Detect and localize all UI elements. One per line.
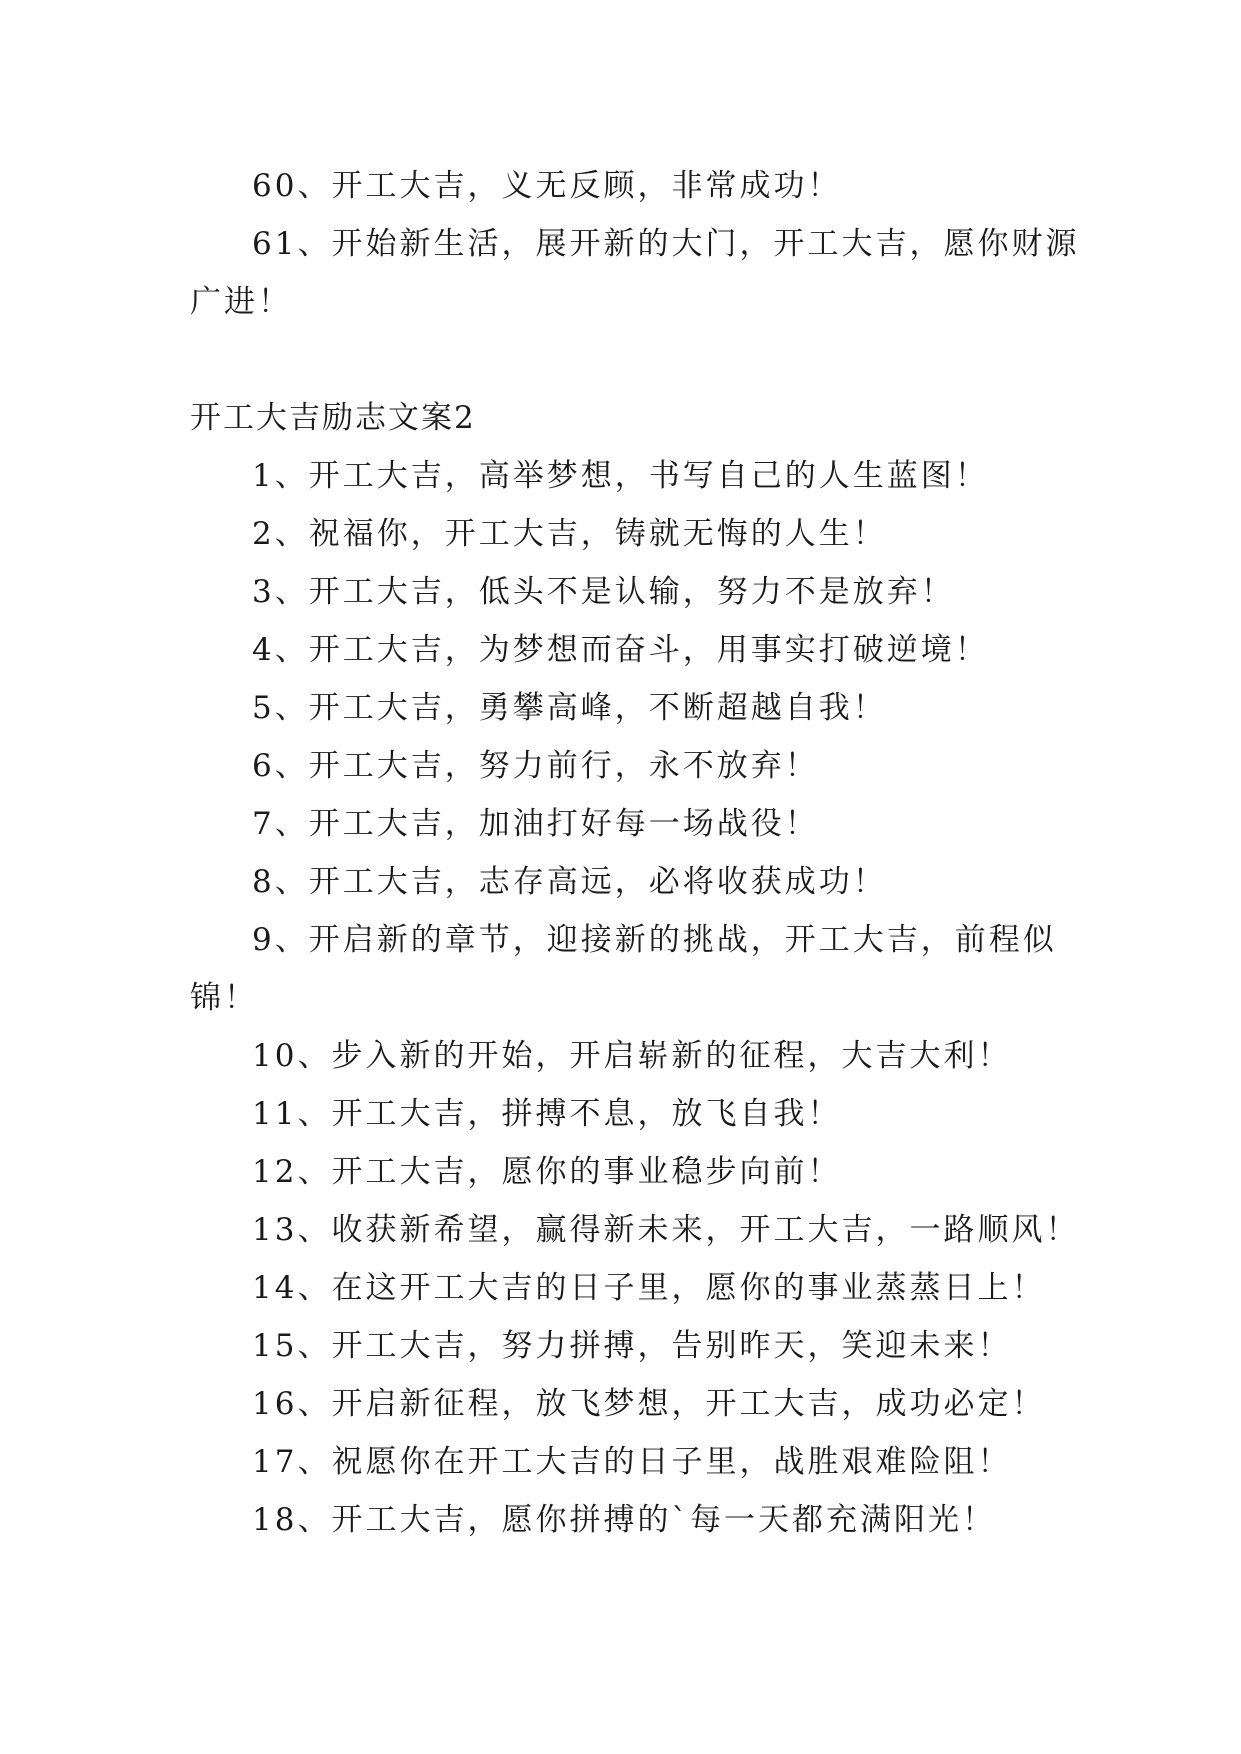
- text-line: 广进！: [190, 284, 292, 320]
- list-item: 12、开工大吉，愿你的事业稳步向前！: [252, 1154, 842, 1190]
- list-item: 14、在这开工大吉的日子里，愿你的事业蒸蒸日上！: [252, 1270, 1046, 1306]
- list-item: 7、开工大吉，加油打好每一场战役！: [252, 806, 819, 842]
- list-item: 1、开工大吉，高举梦想，书写自己的人生蓝图！: [252, 458, 989, 494]
- list-item: 9、开启新的章节，迎接新的挑战，开工大吉，前程似: [252, 922, 1057, 958]
- text-line: 60、开工大吉，义无反顾，非常成功！: [252, 168, 842, 204]
- list-item: 13、收获新希望，赢得新未来，开工大吉，一路顺风！: [252, 1212, 1080, 1248]
- list-item: 15、开工大吉，努力拼搏，告别昨天，笑迎未来！: [252, 1328, 1012, 1364]
- list-item-continuation: 锦！: [190, 980, 258, 1016]
- list-item: 2、祝福你，开工大吉，铸就无悔的人生！: [252, 516, 887, 552]
- list-item: 18、开工大吉，愿你拼搏的`每一天都充满阳光！: [252, 1502, 996, 1538]
- list-item: 6、开工大吉，努力前行，永不放弃！: [252, 748, 819, 784]
- list-item: 3、开工大吉，低头不是认输，努力不是放弃！: [252, 574, 955, 610]
- list-item: 11、开工大吉，拼搏不息，放飞自我！: [252, 1096, 842, 1132]
- section-heading: 开工大吉励志文案2: [190, 400, 476, 436]
- list-item: 5、开工大吉，勇攀高峰，不断超越自我！: [252, 690, 887, 726]
- list-item: 4、开工大吉，为梦想而奋斗，用事实打破逆境！: [252, 632, 989, 668]
- list-item: 16、开启新征程，放飞梦想，开工大吉，成功必定！: [252, 1386, 1046, 1422]
- text-line: 61、开始新生活，展开新的大门，开工大吉，愿你财源: [252, 226, 1080, 262]
- list-item: 17、祝愿你在开工大吉的日子里，战胜艰难险阻！: [252, 1444, 1012, 1480]
- list-item: 10、步入新的开始，开启崭新的征程，大吉大利！: [252, 1038, 1012, 1074]
- list-item: 8、开工大吉，志存高远，必将收获成功！: [252, 864, 887, 900]
